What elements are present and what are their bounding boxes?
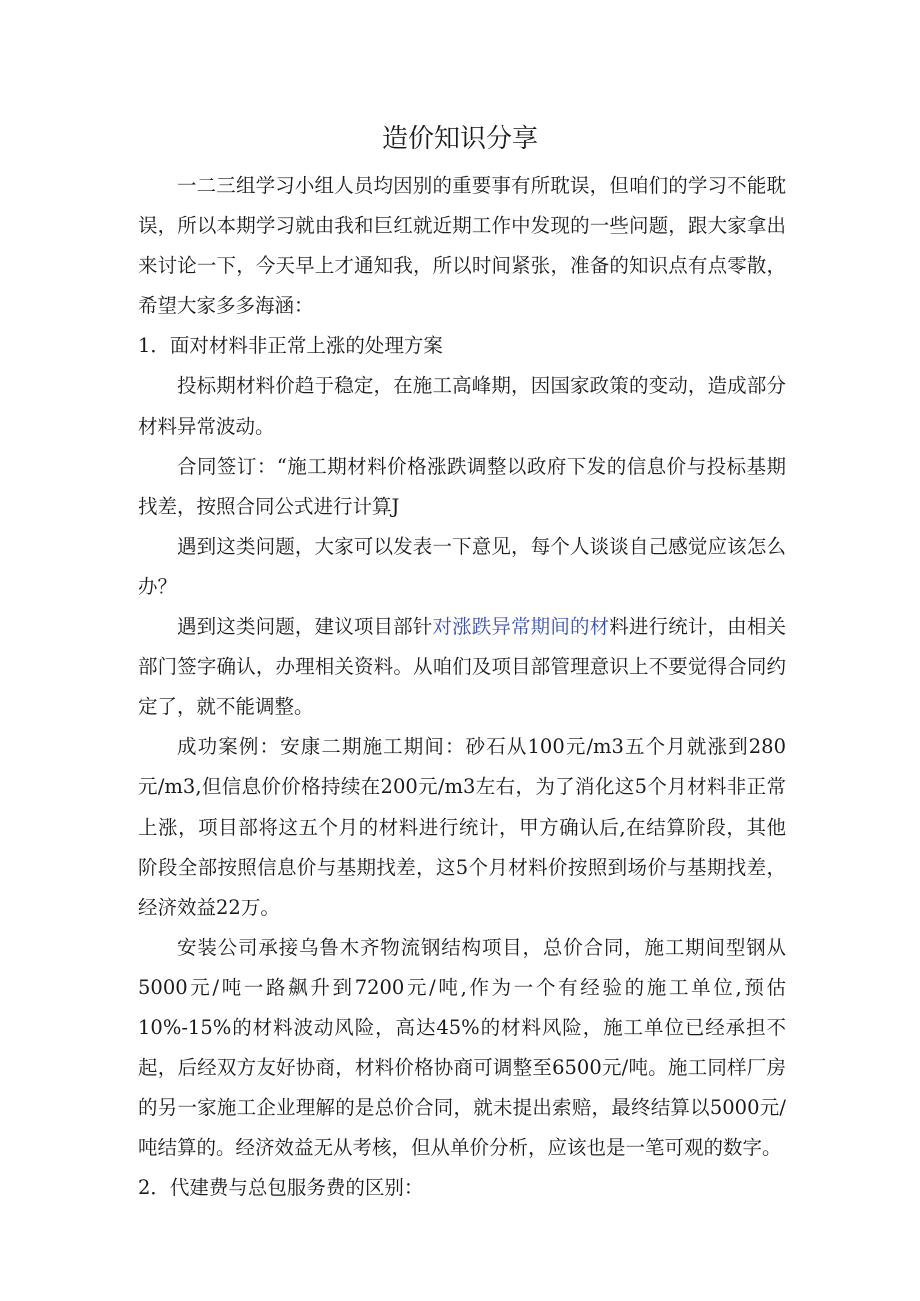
paragraph-4-text-start: 遇到这类问题，建议项目部针 <box>177 615 433 639</box>
section-2-heading: 2．代建费与总包服务费的区别： <box>138 1176 424 1200</box>
section-1-paragraph-3: 遇到这类问题，大家可以发表一下意见，每个人谈谈自己感觉应该怎么办？ <box>138 534 786 598</box>
section-1-case-2: 安装公司承接乌鲁木齐物流钢结构项目，总价合同，施工期间型钢从5000元/吨一路飙升到7200元/吨,作为一个有经验的施工单位,预估10%-15%的材料波动风险，高达45%的材料风险，施工单位已经承担不起，后经双方友好协商，材料价格协商可调整至6500元/吨。施工同样厂房的另一家施工企业理解的是总价合同，就未提出索赔，最终结算以5000元/吨结算的。经济效益无从考核，但从单价分析，应该也是一笔可观的数字。 <box>138 935 786 1160</box>
section-1-case-1: 成功案例：安康二期施工期间：砂石从100元/m3五个月就涨到280元/m3,但信息价价格持续在200元/m3左右，为了消化这5个月材料非正常上涨，项目部将这五个月的材料进行统计，甲方确认后,在结算阶段，其他阶段全部按照信息价与基期找差，这5个月材料价按照到场价与基期找差，经济效益22万。 <box>138 735 786 919</box>
section-1-paragraph-4 <box>138 607 786 727</box>
paragraph-4-highlighted-text: 对涨跌异常期间的材 <box>432 615 610 639</box>
document-body <box>138 166 786 1208</box>
paragraph-4-text-end: 料进行统计，由相关部门签字确认，办理相关资料。从咱们及项目部管理意识上不要觉得合同约定了，就不能调整。 <box>138 615 786 719</box>
document-title: 造价知识分享 <box>381 124 538 154</box>
section-1-paragraph-1: 投标期材料价趋于稳定，在施工高峰期，因国家政策的变动，造成部分材料异常波动。 <box>138 374 786 438</box>
intro-paragraph: 一二三组学习小组人员均因别的重要事有所耽误，但咱们的学习不能耽误，所以本期学习就由我和巨红就近期工作中发现的一些问题，跟大家拿出来讨论一下，今天早上才通知我，所以时间紧张，准备的知识点有点零散，希望大家多多海涵： <box>138 174 786 318</box>
section-1-heading: 1．面对材料非正常上涨的处理方案 <box>138 334 443 358</box>
section-1-paragraph-2: 合同签订：“施工期材料价格涨跌调整以政府下发的信息价与投标基期找差，按照合同公式进行计算J <box>138 454 786 518</box>
